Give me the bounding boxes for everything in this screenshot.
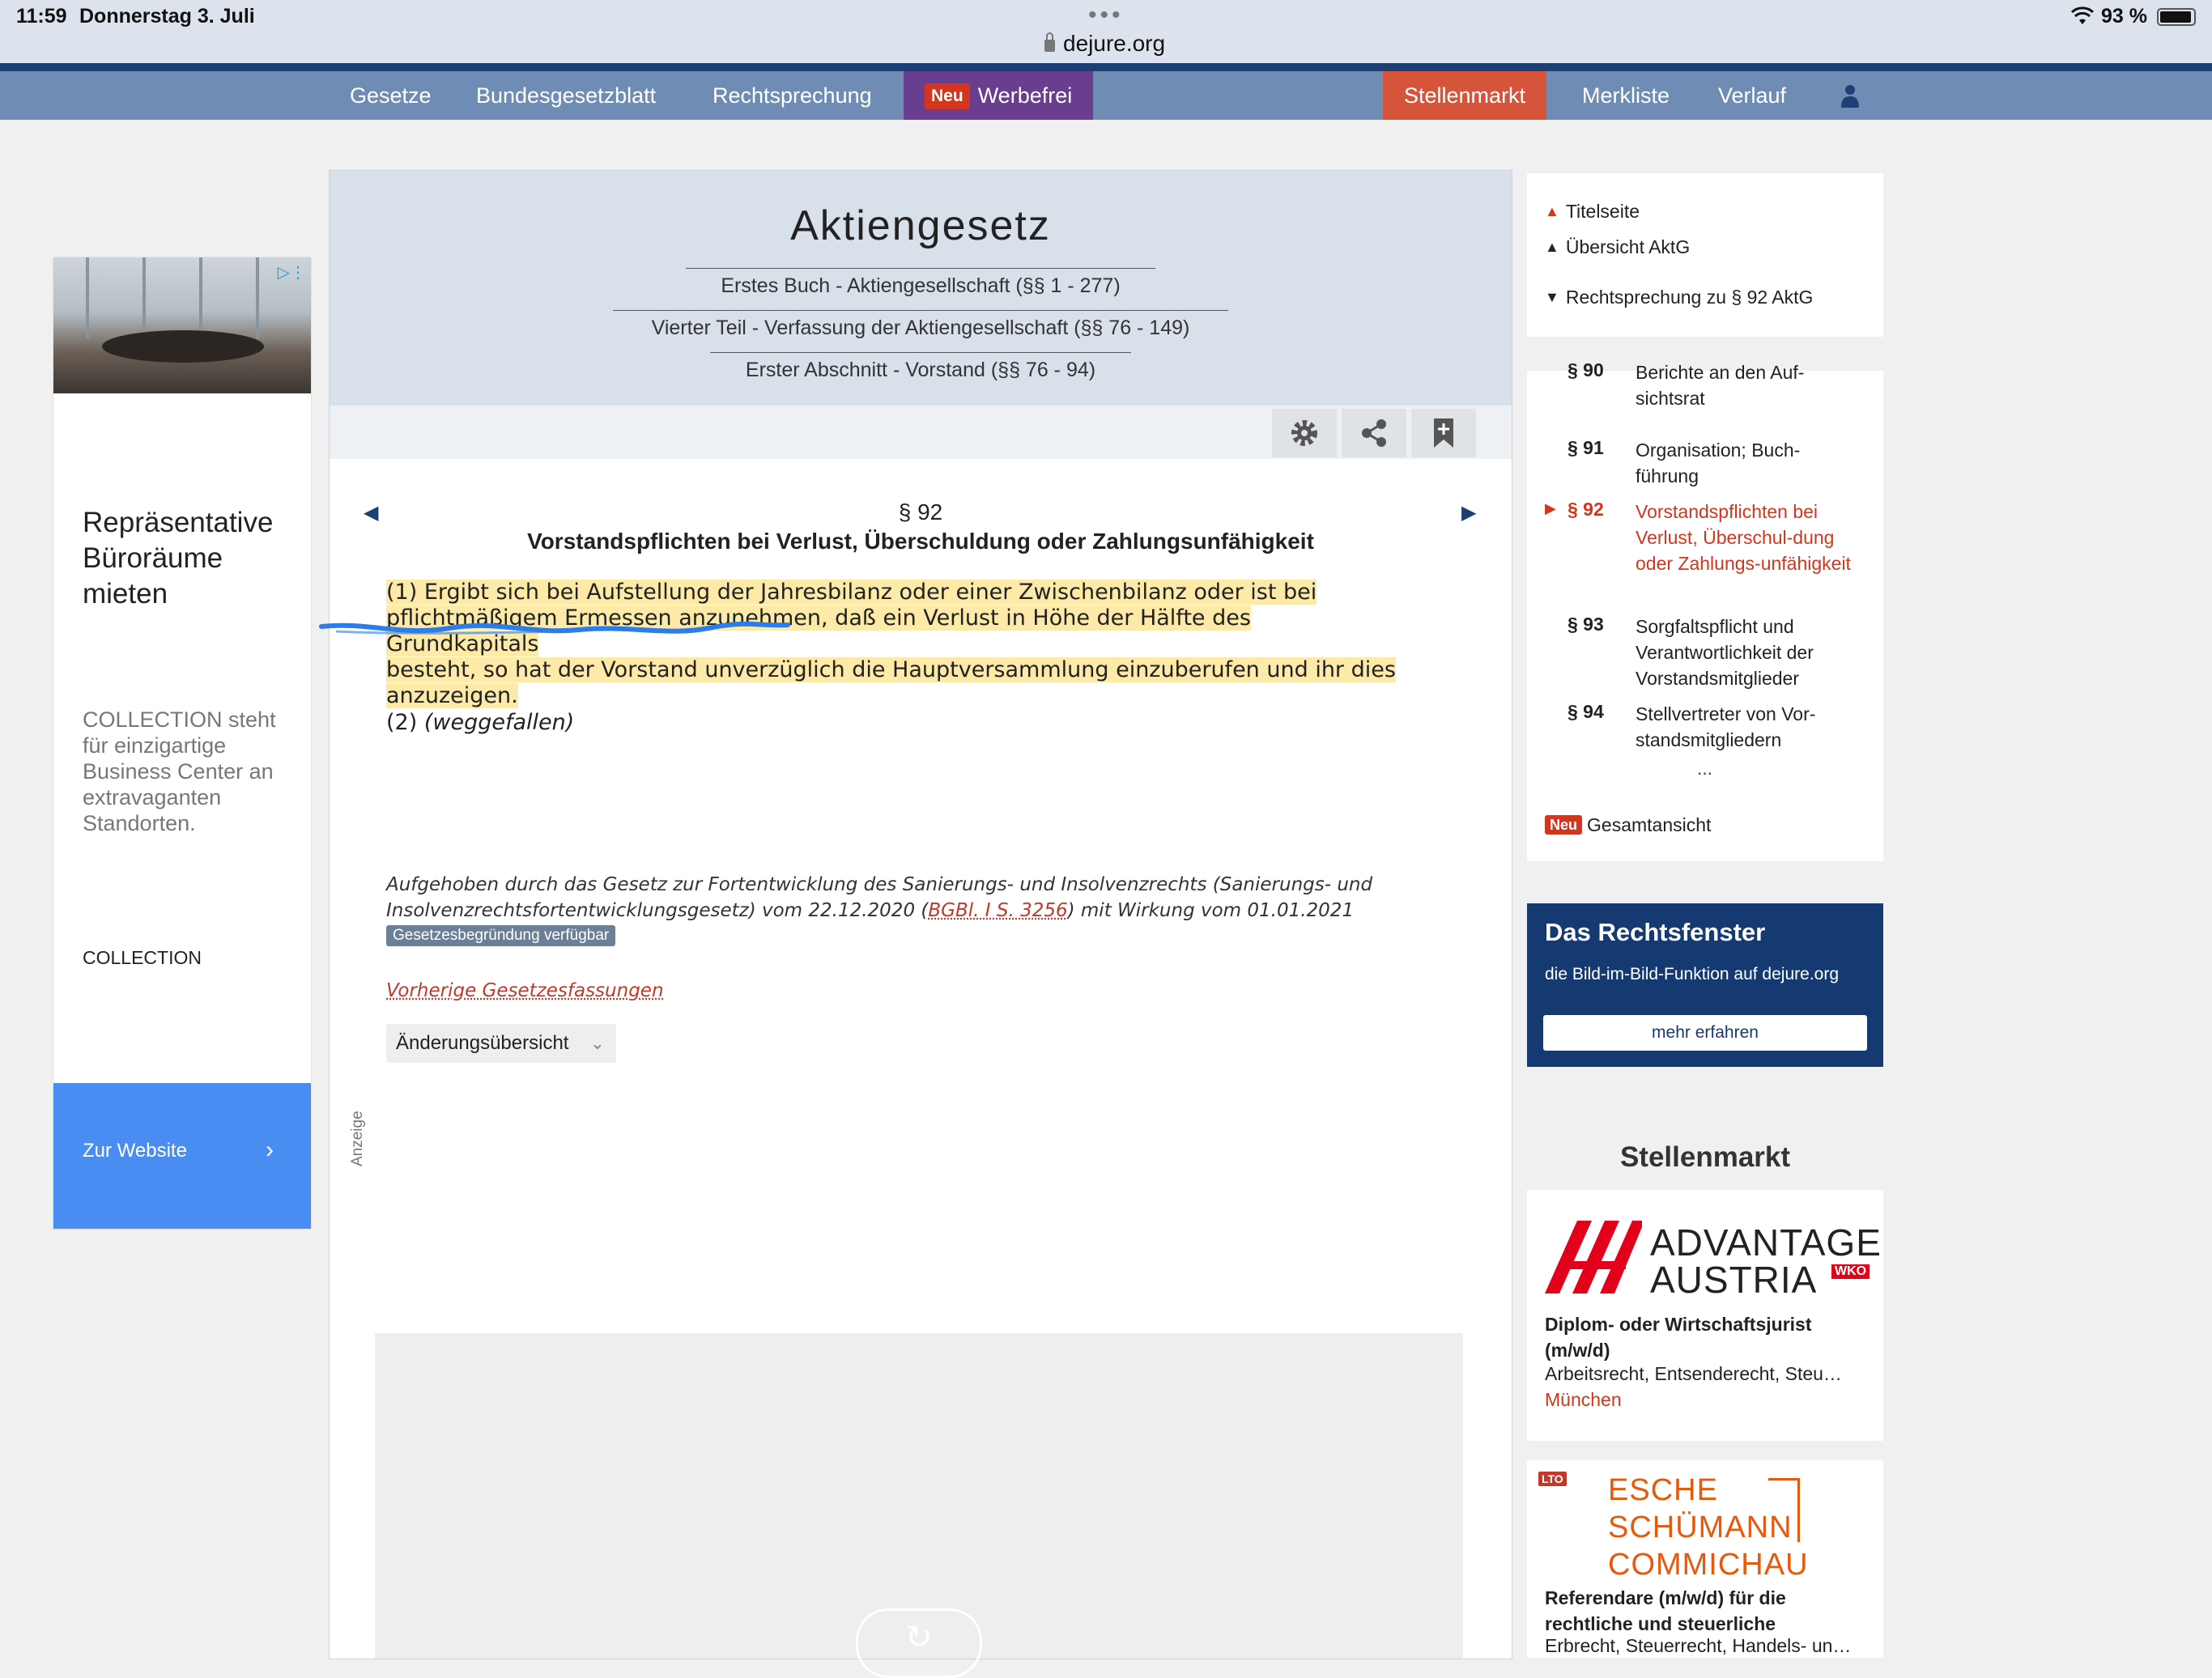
reload-icon: ↻	[905, 1620, 933, 1655]
chevron-down-icon: ⌄	[589, 1033, 605, 1053]
ad-body: COLLECTION steht für einzigartige Business Center an extravaganten Standorten.	[83, 707, 276, 835]
section-title: Vorstandspflichten bei Verlust, Überschuldung oder Zahlungsunfähigkeit	[527, 529, 1314, 554]
paragraph-1-line: (1) Ergibt sich bei Aufstellung der Jahresbilanz oder einer Zwischenbilanz oder ist bei	[386, 580, 1317, 605]
toc-item-number[interactable]: § 90	[1568, 359, 1604, 380]
nav-rechtsprechung[interactable]: Rechtsprechung	[713, 83, 872, 108]
job-title: Diplom- oder Wirtschaftsjurist (m/w/d)	[1545, 1314, 1812, 1361]
right-nav	[1527, 173, 1883, 337]
toc-item-title[interactable]: Berichte an den Auf-sichtsrat	[1636, 362, 1805, 409]
breadcrumb-teil[interactable]: Vierter Teil - Verfassung der Aktiengesellschaft (§§ 76 - 149)	[651, 316, 1190, 339]
adchoices-icon[interactable]: ▷⋮	[277, 264, 306, 282]
new-badge: Neu	[925, 83, 970, 109]
nav-gesetze[interactable]: Gesetze	[350, 83, 432, 108]
share-button[interactable]	[1342, 409, 1406, 457]
toc-item-title-active[interactable]: Vorstandspflichten bei Verlust, Überschul-dung oder Zahlungs-unfähigkeit	[1636, 501, 1851, 574]
law-title: Aktiengesetz	[790, 202, 1051, 249]
job-title: Referendare (m/w/d) für die rechtliche und steuerliche	[1545, 1587, 1786, 1634]
rechtsfenster-title: Das Rechtsfenster	[1545, 918, 1766, 946]
address-bar[interactable]	[1044, 31, 1165, 57]
gesamtansicht-label: Gesamtansicht	[1587, 814, 1712, 835]
sidebar-ad[interactable]	[53, 257, 311, 1229]
wifi-icon	[2071, 8, 2094, 26]
esche-logo-line: SCHÜMANN	[1608, 1510, 1793, 1544]
nav-bundesgesetzblatt[interactable]: Bundesgesetzblatt	[476, 83, 657, 108]
job-location: München	[1545, 1389, 1622, 1410]
nav-merkliste[interactable]: Merkliste	[1582, 83, 1670, 108]
changes-dropdown-label: Änderungsübersicht	[396, 1032, 569, 1054]
paragraph-1-line: pflichtmäßigem Ermessen anzunehmen, daß ein Verlust in Höhe der Hälfte des Grundkapitals	[386, 605, 1251, 656]
repeal-text: Insolvenzrechtsfortentwicklungsgesetz) vom 22.12.2020 (	[386, 900, 929, 921]
mehr-erfahren-button[interactable]: mehr erfahren	[1543, 1015, 1867, 1051]
gear-icon	[1288, 417, 1321, 449]
esche-logo-line: ESCHE	[1608, 1473, 1718, 1507]
section-number: § 92	[898, 499, 943, 525]
paragraph-2-number: (2)	[386, 710, 418, 735]
triangle-down-icon: ▼	[1545, 289, 1559, 305]
breadcrumb-abschnitt[interactable]: Erster Abschnitt - Vorstand (§§ 76 - 94)	[745, 359, 1096, 381]
breadcrumb-buch[interactable]: Erstes Buch - Aktiengesellschaft (§§ 1 - 277)	[721, 274, 1121, 297]
status-date: Donnerstag 3. Juli	[79, 5, 255, 28]
ad-cta-button[interactable]	[53, 1083, 311, 1229]
toc-item-title[interactable]: Stellvertreter von Vor-standsmitgliedern	[1636, 703, 1816, 750]
law-toolbar	[330, 406, 1512, 459]
main-nav	[0, 71, 2212, 120]
law-content	[329, 170, 1512, 1659]
tab-options-icon[interactable]: •••	[1088, 2, 1124, 28]
toc-item-number[interactable]: § 93	[1568, 614, 1604, 635]
link-titelseite[interactable]	[1545, 201, 1640, 223]
nav-werbefrei[interactable]	[904, 71, 1093, 120]
settings-button[interactable]	[1272, 409, 1337, 457]
paragraph-2	[386, 710, 574, 735]
link-uebersicht-label: Übersicht AktG	[1565, 236, 1691, 257]
toc-item-number-active[interactable]: § 92	[1568, 499, 1604, 520]
nav-verlauf[interactable]: Verlauf	[1718, 83, 1787, 108]
advantage-austria-mark	[1545, 1221, 1642, 1294]
wko-badge: WKO	[1831, 1264, 1870, 1279]
link-rechtsprechung[interactable]	[1545, 287, 1813, 308]
ad-cta-label: Zur Website	[83, 1140, 187, 1162]
rechtsfenster-subtitle: die Bild-im-Bild-Funktion auf dejure.org	[1545, 965, 1839, 983]
esche-logo-bracket	[1768, 1478, 1800, 1542]
bgbl-link[interactable]: BGBl. I S. 3256	[928, 900, 1068, 921]
triangle-up-icon: ▲	[1545, 203, 1559, 219]
begruendung-badge[interactable]: Gesetzesbegründung verfügbar	[386, 925, 615, 946]
paragraph-2-text: (weggefallen)	[423, 710, 575, 735]
user-icon[interactable]	[1838, 83, 1862, 108]
link-rechtsprechung-label: Rechtsprechung zu § 92 AktG	[1565, 287, 1814, 308]
job-description: Erbrecht, Steuerrecht, Handels- un…	[1545, 1635, 1852, 1656]
toc-item-number[interactable]: § 94	[1568, 701, 1604, 722]
reload-button[interactable]	[856, 1608, 982, 1678]
advantage-austria-logo	[1545, 1221, 1882, 1301]
repeal-text: Aufgehoben durch das Gesetz zur Fortentwicklung des Sanierungs- und Insolvenzrechts (Sanierungs- und	[386, 874, 1373, 895]
toc-more: ...	[1697, 758, 1713, 779]
repeal-note	[386, 872, 1439, 924]
triangle-up-icon: ▲	[1545, 239, 1559, 255]
bookmark-add-icon	[1427, 417, 1460, 449]
advantage-logo-text: ADVANTAGE	[1650, 1221, 1882, 1264]
share-icon	[1358, 417, 1390, 449]
bookmark-button[interactable]	[1411, 409, 1476, 457]
job-description: Arbeitsrecht, Entsenderecht, Steu…	[1545, 1363, 1842, 1384]
nav-werbefrei-label: Werbefrei	[977, 83, 1073, 108]
next-section-icon[interactable]: ▶	[1461, 502, 1477, 524]
battery-level: 93 %	[2101, 5, 2147, 28]
ad-photo	[53, 257, 311, 393]
gesamtansicht-link[interactable]	[1545, 814, 1711, 836]
nav-stellenmarkt[interactable]: Stellenmarkt	[1383, 71, 1546, 120]
paragraph-1-line: besteht, so hat der Vorstand unverzüglich die Hauptversammlung einzuberufen und ihr dies	[386, 657, 1396, 682]
new-badge: Neu	[1545, 815, 1582, 835]
lock-icon	[1044, 40, 1055, 52]
rechtsfenster-promo	[1527, 903, 1883, 1067]
status-bar	[0, 0, 2212, 63]
chevron-right-icon: ›	[266, 1136, 274, 1163]
toc-item-number[interactable]: § 91	[1568, 437, 1604, 458]
toc-item-title[interactable]: Organisation; Buch-führung	[1636, 440, 1801, 486]
address-url: dejure.org	[1063, 31, 1166, 56]
job-card[interactable]	[1527, 1190, 1883, 1441]
lto-badge: LTO	[1538, 1472, 1567, 1486]
advantage-logo-text: AUSTRIA	[1650, 1259, 1818, 1301]
prev-section-icon[interactable]: ◀	[364, 502, 379, 524]
ink-annotation	[320, 615, 789, 656]
nav-rule	[0, 63, 2212, 71]
ad-label: Anzeige	[349, 1111, 366, 1166]
changes-dropdown[interactable]	[386, 1024, 616, 1063]
battery-icon	[2157, 8, 2196, 26]
repeal-text: ) mit Wirkung vom 01.01.2021	[1067, 900, 1355, 921]
job-card[interactable]	[1527, 1460, 1883, 1658]
esche-logo-line: COMMICHAU	[1608, 1548, 1809, 1582]
law-header	[330, 171, 1512, 406]
ad-brand: COLLECTION	[83, 947, 202, 968]
stellenmarkt-title: Stellenmarkt	[1619, 1141, 1791, 1173]
previous-versions-link[interactable]: Vorherige Gesetzesfassungen	[386, 980, 664, 1001]
current-marker-icon: ▶	[1545, 500, 1556, 516]
paragraph-1-line: anzuzeigen.	[386, 683, 518, 708]
toc-item-title[interactable]: Sorgfaltspflicht und Verantwortlichkeit der Vorstandsmitglieder	[1636, 616, 1814, 689]
section-toc	[1527, 359, 1883, 861]
ad-headline: Repräsentative Büroräume mieten	[83, 507, 274, 610]
link-uebersicht[interactable]	[1545, 236, 1690, 258]
link-titelseite-label: Titelseite	[1565, 201, 1640, 222]
status-time: 11:59	[16, 5, 67, 28]
